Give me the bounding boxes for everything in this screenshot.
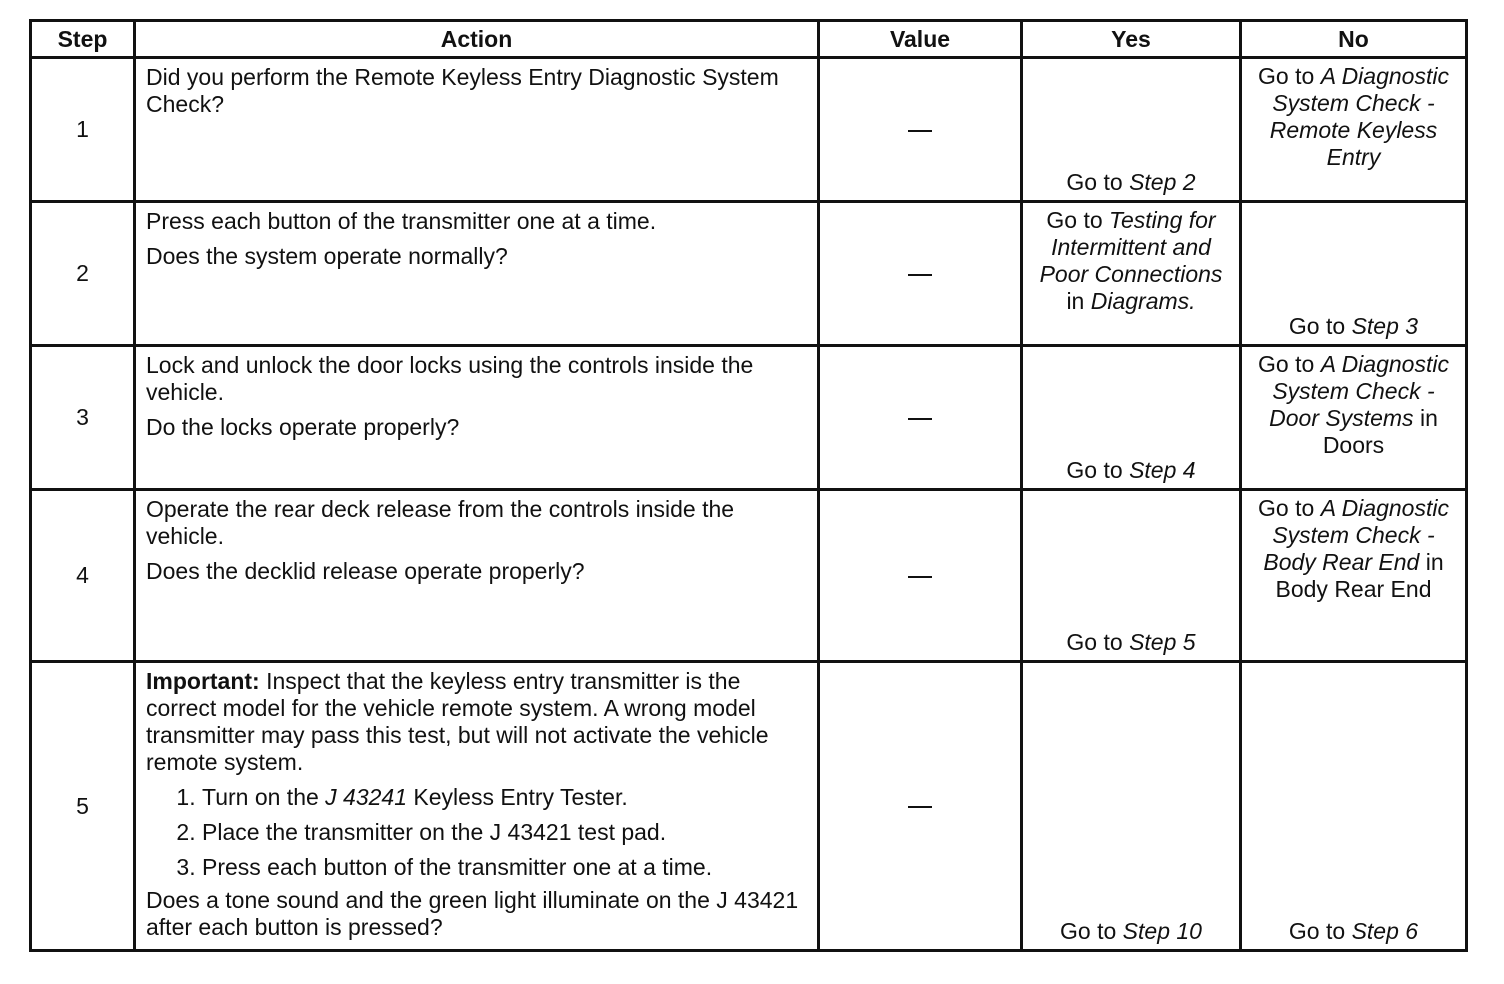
header-yes: Yes <box>1022 21 1241 58</box>
yes-cell <box>1022 202 1241 346</box>
action-cell <box>135 58 819 202</box>
important-label: Important: <box>146 668 260 694</box>
important-note <box>146 668 807 776</box>
no-prefix: Go to <box>1258 351 1321 377</box>
header-no: No <box>1241 21 1467 58</box>
yes-prefix: Go to <box>1066 629 1130 655</box>
no-suffix: in Body Rear End <box>1275 549 1444 602</box>
list-item-suffix: Keyless Entry Tester. <box>407 784 628 810</box>
yes-link-step[interactable]: Step 4 <box>1129 457 1196 483</box>
value-cell <box>819 346 1022 490</box>
step-number: 3 <box>31 346 135 490</box>
yes-prefix: Go to <box>1066 457 1130 483</box>
tool-link[interactable]: J 43241 <box>325 784 408 810</box>
action-question: Does a tone sound and the green light illuminate on the J 43421 after each button is pressed? <box>146 887 799 940</box>
dash-value <box>908 576 932 578</box>
action-text: Operate the rear deck release from the controls inside the vehicle. <box>146 496 735 549</box>
action-cell <box>135 346 819 490</box>
dash-value <box>908 806 932 808</box>
table-row <box>31 346 1467 490</box>
step-number: 1 <box>31 58 135 202</box>
no-link-procedure[interactable]: A Diagnostic System Check - Remote Keyless Entry <box>1269 63 1449 170</box>
action-question: Do the locks operate properly? <box>146 414 460 440</box>
no-prefix: Go to <box>1288 918 1352 944</box>
no-cell <box>1241 346 1467 490</box>
yes-cell <box>1022 346 1241 490</box>
yes-cell <box>1022 490 1241 662</box>
step-number: 5 <box>31 662 135 951</box>
no-cell <box>1241 662 1467 951</box>
step-number: 2 <box>31 202 135 346</box>
value-cell <box>819 202 1022 346</box>
list-item-text: Turn on the <box>202 784 326 810</box>
no-cell <box>1241 490 1467 662</box>
action-text: Did you perform the Remote Keyless Entry Diagnostic System Check? <box>146 64 779 117</box>
yes-link-step[interactable]: Step 10 <box>1122 918 1202 944</box>
header-row <box>31 21 1467 58</box>
step-number: 4 <box>31 490 135 662</box>
yes-mid: in <box>1066 288 1091 314</box>
header-action: Action <box>135 21 819 58</box>
yes-prefix: Go to <box>1046 207 1110 233</box>
no-suffix: in Doors <box>1322 405 1438 458</box>
procedure-list <box>146 784 807 881</box>
value-cell <box>819 490 1022 662</box>
no-prefix: Go to <box>1258 495 1321 521</box>
yes-link-procedure[interactable]: Testing for Intermittent and Poor Connections <box>1039 207 1223 287</box>
table-row <box>31 662 1467 951</box>
no-link-procedure[interactable]: A Diagnostic System Check - Door Systems <box>1269 351 1449 431</box>
list-item-text: Press each button of the transmitter one at a time. <box>202 854 713 880</box>
no-prefix: Go to <box>1258 63 1321 89</box>
yes-link-step[interactable]: Step 5 <box>1129 629 1196 655</box>
no-prefix: Go to <box>1288 313 1352 339</box>
no-cell <box>1241 202 1467 346</box>
action-cell <box>135 490 819 662</box>
yes-link-diagrams[interactable]: Diagrams. <box>1090 288 1196 314</box>
header-value: Value <box>819 21 1022 58</box>
header-step: Step <box>31 21 135 58</box>
yes-cell <box>1022 662 1241 951</box>
yes-prefix: Go to <box>1066 169 1130 195</box>
yes-link-step[interactable]: Step 2 <box>1129 169 1196 195</box>
no-link-step[interactable]: Step 3 <box>1351 313 1419 339</box>
table-row <box>31 490 1467 662</box>
yes-prefix: Go to <box>1060 918 1123 944</box>
no-link-procedure[interactable]: A Diagnostic System Check - Body Rear End <box>1263 495 1449 575</box>
action-text: Lock and unlock the door locks using the controls inside the vehicle. <box>146 352 754 405</box>
no-link-step[interactable]: Step 6 <box>1351 918 1419 944</box>
value-cell <box>819 662 1022 951</box>
list-item-text: Place the transmitter on the J 43421 test pad. <box>202 819 667 845</box>
action-cell <box>135 662 819 951</box>
important-text: Inspect that the keyless entry transmitter is the correct model for the vehicle remote system. A wrong model transmitter may pass this test, but will not activate the vehicle remote system. <box>146 668 769 775</box>
list-item <box>202 784 807 811</box>
table-row <box>31 58 1467 202</box>
list-item <box>202 819 807 846</box>
yes-cell <box>1022 58 1241 202</box>
no-cell <box>1241 58 1467 202</box>
diagnostic-table <box>29 19 1468 952</box>
dash-value <box>908 418 932 420</box>
list-item <box>202 854 807 881</box>
table-row <box>31 202 1467 346</box>
value-cell <box>819 58 1022 202</box>
action-question: Does the decklid release operate properly? <box>146 558 585 584</box>
dash-value <box>908 130 932 132</box>
action-text: Press each button of the transmitter one at a time. <box>146 208 657 234</box>
dash-value <box>908 274 932 276</box>
action-cell <box>135 202 819 346</box>
action-question: Does the system operate normally? <box>146 243 508 269</box>
